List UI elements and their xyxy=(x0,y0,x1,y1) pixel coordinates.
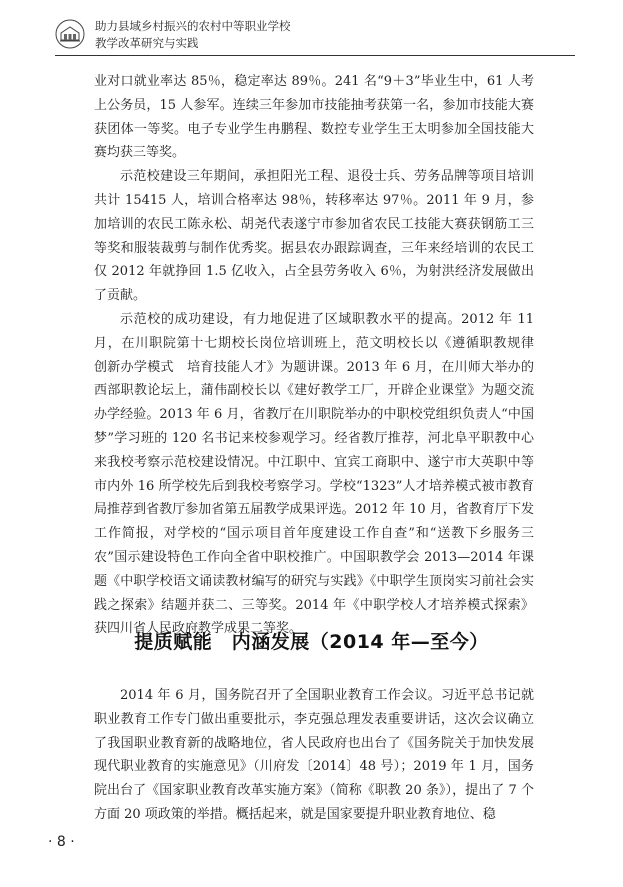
paragraph: 2014 年 6 月，国务院召开了全国职业教育工作会议。习近平总书记就职业教育工作专门做出重要批示，李克强总理发表重要讲话，这次会议确立了我国职业教育新的战略地位，省人民政府也出台了《国务院关于加快发展现代职业教育的实施意见》（川府发〔2014〕48 号）；2019 年 1 月，国务院出台了《国家职业教育改革实施方案》（简称《职教 20 条》），提出了 7 个方面 20 项政策的举措。概括起来，就是国家要提升职业教育地位、稳 xyxy=(94,688,534,822)
header-title-line2: 教学改革研究与实践 xyxy=(95,36,199,50)
page-number: · 8 · xyxy=(48,834,75,850)
header-title-line1: 助力县域乡村振兴的农村中等职业学校 xyxy=(95,19,291,33)
section1-body xyxy=(94,70,548,641)
paragraph: 示范校的成功建设，有力地促进了区域职教水平的提高。2012 年 11 月，在川职院第十七期校长岗位培训班上，范文明校长以《遵循职教规律 创新办学模式 培育技能人才》为题讲课。2013 年 6 月，在川师大举办的西部职教论坛上，蒲伟副校长以《建好教学工厂，开辟企业课堂》为题交流办学经验。2013 年 6 月，省教厅在川职院举办的中职校党组织负责人“中国梦”学习班的 120 名书记来校参观学习。经省教厅推荐，河北阜平职教中心来我校考察示范校建设情况。中江职中、宜宾工商职中、遂宁市大英职中等市内外 16 所学校先后到我校考察学习。学校“1323”人才培养模式被市教育局推荐到省教厅参加省第五届教学成果评选。2012 年 10 月，省教育厅下发工作简报，对学校的“国示项目首年度建设工作自查”和“送教下乡服务三农”国示建设特色工作向全省中职校推广。中国职教学会 2013—2014 年课题《中职学校语文诵读教材编写的研究与实践》《中职学生顶岗实习前社会实践之探索》结题并获二、三等奖。2014 年《中职学校人才培养模式探索》获四川省人民政府教学成果二等奖。 xyxy=(94,311,548,637)
header-divider xyxy=(55,55,575,56)
header-title xyxy=(95,18,291,52)
section2-body xyxy=(94,684,534,827)
school-building-icon xyxy=(55,19,85,49)
paragraph: 示范校建设三年期间，承担阳光工程、退役士兵、劳务品牌等项目培训共计 15415 人，培训合格率达 98％，转移率达 97％。2011 年 9 月，参加培训的农民工陈永松、胡尧代表遂宁市参加省农民工技能大赛获钢筋工三等奖和服装裁剪与制作优秀奖。据县农办跟踪调查，三年来经培训的农民工仅 2012 年就挣回 1.5 亿收入，占全县劳务收入 6％，为射洪经济发展做出了贡献。 xyxy=(94,169,534,304)
paragraph: 业对口就业率达 85％，稳定率达 89％。241 名“9＋3”毕业生中，61 人考上公务员，15 人参军。连续三年参加市技能抽考获第一名，参加市技能大赛获团体一等奖。电子专业学生冉鹏程、数控专业学生王太明参加全国技能大赛均获三等奖。 xyxy=(94,74,534,161)
running-header xyxy=(55,16,575,62)
section-heading: 提质赋能 内涵发展（2014 年—至今） xyxy=(134,631,489,653)
